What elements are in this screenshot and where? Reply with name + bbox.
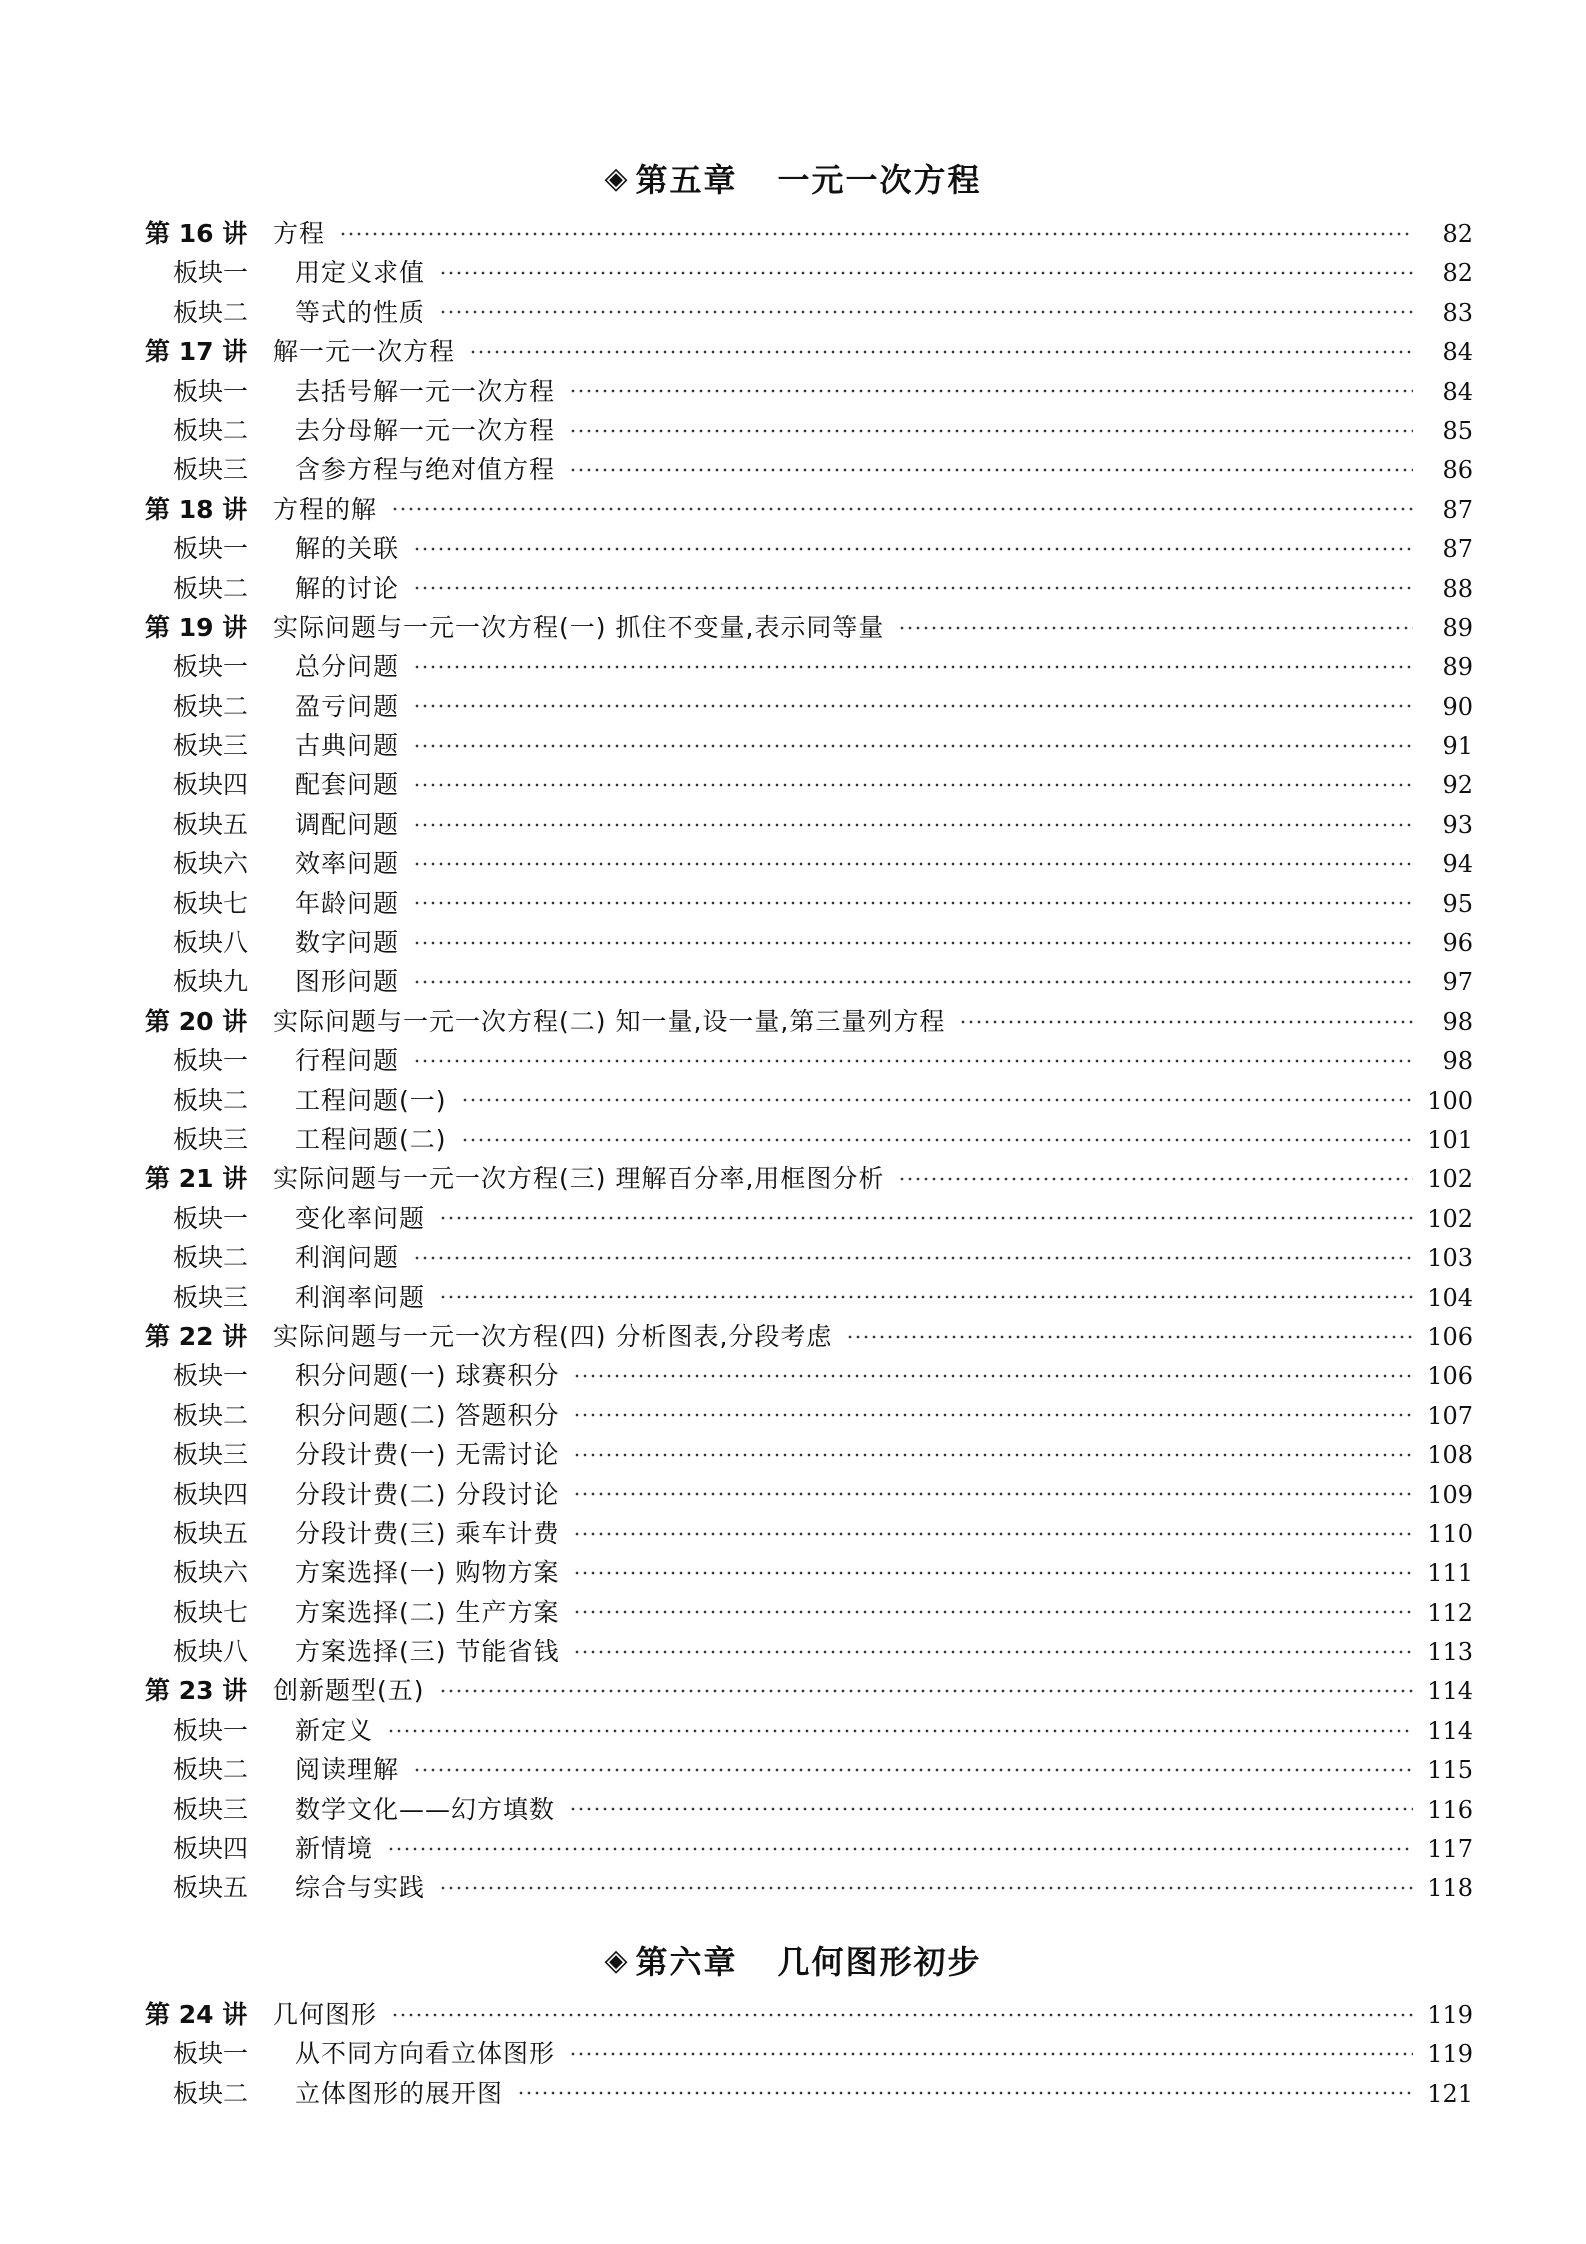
entry-label: 板块二: [173, 415, 249, 445]
dot-leader: [439, 1216, 1413, 1220]
dot-leader: [439, 310, 1413, 314]
page-number: 116: [1427, 1795, 1473, 1824]
entry-label: 板块四: [173, 1479, 249, 1509]
dot-leader: [573, 1610, 1413, 1614]
entry-label: 第 24 讲: [145, 2000, 248, 2029]
entry-label: 板块一: [173, 652, 249, 682]
page-number: 84: [1442, 338, 1473, 367]
toc-section-entry: [145, 1632, 1473, 1671]
page-number: 89: [1442, 613, 1473, 642]
toc-section-entry: [145, 293, 1473, 332]
entry-title: 分段计费(一) 无需讨论: [295, 1440, 560, 1470]
dot-leader: [573, 1532, 1413, 1536]
page-number: 97: [1442, 968, 1473, 997]
dot-leader: [413, 704, 1413, 708]
entry-label: 第 16 讲: [145, 219, 248, 248]
toc-lecture-entry: [145, 1317, 1473, 1356]
toc-section-entry: [145, 1238, 1473, 1277]
dot-leader: [461, 1098, 1413, 1102]
page-number: 89: [1442, 653, 1473, 682]
entry-label: 板块三: [173, 1124, 249, 1154]
dot-leader: [569, 1807, 1413, 1811]
toc-section-entry: [145, 962, 1473, 1001]
toc-section-entry: [145, 253, 1473, 292]
entry-label: 第 22 讲: [145, 1321, 248, 1351]
toc-section-entry: [145, 2034, 1473, 2073]
entry-label: 板块三: [173, 1282, 249, 1312]
page-number: 117: [1427, 1835, 1473, 1864]
entry-label: 第 20 讲: [145, 1006, 248, 1036]
chapter-number: 第六章: [635, 1943, 738, 1981]
dot-leader: [469, 350, 1413, 354]
toc-section-entry: [145, 1790, 1473, 1829]
dot-leader: [439, 271, 1413, 275]
page-number: 82: [1442, 259, 1473, 288]
entry-title: 实际问题与一元一次方程(二) 知一量,设一量,第三量列方程: [273, 1006, 946, 1036]
page-number: 85: [1442, 416, 1473, 445]
dot-leader: [569, 468, 1413, 472]
toc-section-entry: [145, 1199, 1473, 1238]
entry-label: 板块三: [173, 1794, 249, 1824]
dot-leader: [339, 232, 1413, 236]
toc-lecture-entry: [145, 1002, 1473, 1041]
chapter-heading: [0, 148, 1586, 208]
page-number: 92: [1442, 771, 1473, 800]
page-number: 111: [1427, 1559, 1473, 1588]
entry-title: 去分母解一元一次方程: [295, 415, 556, 445]
toc-section-entry: [145, 1041, 1473, 1080]
toc-section-entry: [145, 884, 1473, 923]
diamond-ornament-icon: ◈: [604, 160, 630, 196]
entry-label: 板块六: [173, 849, 249, 879]
page-number: 109: [1427, 1480, 1473, 1509]
entry-title: 积分问题(一) 球赛积分: [295, 1361, 560, 1391]
entry-title: 变化率问题: [295, 1203, 426, 1233]
dot-leader: [413, 1768, 1413, 1772]
toc-section-entry: [145, 923, 1473, 962]
toc-section-entry: [145, 1750, 1473, 1789]
entry-title: 去括号解一元一次方程: [295, 376, 556, 406]
entry-title: 利润率问题: [295, 1282, 426, 1312]
toc-section-entry: [145, 1435, 1473, 1474]
dot-leader: [573, 1374, 1413, 1378]
entry-title: 综合与实践: [295, 1873, 426, 1903]
page-number: 119: [1427, 2040, 1473, 2069]
toc-section-entry: [145, 1396, 1473, 1435]
page-number: 112: [1427, 1598, 1473, 1627]
dot-leader: [439, 1689, 1413, 1693]
dot-leader: [391, 2013, 1413, 2017]
toc-lecture-entry: [145, 214, 1473, 253]
entry-title: 实际问题与一元一次方程(三) 理解百分率,用框图分析: [273, 1164, 885, 1194]
entry-title: 用定义求值: [295, 258, 426, 288]
dot-leader: [439, 1886, 1413, 1890]
toc-section-entry: [145, 687, 1473, 726]
page-number: 95: [1442, 889, 1473, 918]
dot-leader: [413, 823, 1413, 827]
page-number: 102: [1427, 1165, 1473, 1194]
page-number: 114: [1427, 1677, 1473, 1706]
toc-section-entry: [145, 805, 1473, 844]
page-number: 83: [1442, 298, 1473, 327]
entry-title: 图形问题: [295, 967, 400, 997]
dot-leader: [846, 1335, 1413, 1339]
entry-title: 等式的性质: [295, 297, 426, 327]
entry-label: 第 19 讲: [145, 612, 248, 642]
entry-title: 数字问题: [295, 928, 400, 958]
entry-label: 板块八: [173, 928, 249, 958]
toc-section-entry: [145, 1475, 1473, 1514]
toc-lecture-entry: [145, 1159, 1473, 1198]
entry-title: 调配问题: [295, 809, 400, 839]
toc-section-entry: [145, 1553, 1473, 1592]
entry-label: 板块二: [173, 1243, 249, 1273]
dot-leader: [413, 1256, 1413, 1260]
toc-section-entry: [145, 1711, 1473, 1750]
page-number: 103: [1427, 1244, 1473, 1273]
entry-label: 板块七: [173, 1597, 249, 1627]
entry-title: 实际问题与一元一次方程(四) 分析图表,分段考虑: [273, 1321, 833, 1351]
page-number: 100: [1427, 1086, 1473, 1115]
page-number: 110: [1427, 1519, 1473, 1548]
page-number: 98: [1442, 1007, 1473, 1036]
entry-title: 分段计费(二) 分段讨论: [295, 1479, 560, 1509]
entry-label: 板块二: [173, 1400, 249, 1430]
entry-label: 板块五: [173, 1873, 249, 1903]
entry-title: 效率问题: [295, 849, 400, 879]
dot-leader: [439, 1295, 1413, 1299]
dot-leader: [517, 2091, 1413, 2095]
entry-title: 配套问题: [295, 770, 400, 800]
entry-title: 新情境: [295, 1834, 374, 1864]
entry-title: 数学文化——幻方填数: [295, 1794, 556, 1824]
entry-label: 板块一: [173, 258, 249, 288]
chapter-title: 一元一次方程: [777, 161, 982, 199]
dot-leader: [569, 429, 1413, 433]
page-number: 88: [1442, 574, 1473, 603]
entry-label: 板块二: [173, 2078, 249, 2108]
diamond-ornament-icon: ◈: [604, 1942, 630, 1978]
toc-section-entry: [145, 1081, 1473, 1120]
page-number: 98: [1442, 1047, 1473, 1076]
toc-lecture-entry: [145, 608, 1473, 647]
entry-title: 古典问题: [295, 731, 400, 761]
toc-lecture-entry: [145, 1671, 1473, 1710]
entry-label: 板块三: [173, 455, 249, 485]
entry-title: 新定义: [295, 1715, 374, 1745]
dot-leader: [898, 1177, 1413, 1181]
page-number: 87: [1442, 495, 1473, 524]
chapter-heading: [0, 1930, 1586, 1990]
entry-label: 板块五: [173, 1518, 249, 1548]
dot-leader: [898, 626, 1413, 630]
entry-title: 方案选择(一) 购物方案: [295, 1558, 560, 1588]
chapter-title: 几何图形初步: [777, 1943, 982, 1981]
entry-title: 解一元一次方程: [273, 337, 456, 367]
entry-label: 板块二: [173, 691, 249, 721]
page-number: 93: [1442, 810, 1473, 839]
entry-title: 方程的解: [273, 494, 378, 524]
entry-label: 板块一: [173, 2039, 249, 2069]
page-number: 119: [1427, 2001, 1473, 2029]
toc-section-entry: [145, 726, 1473, 765]
entry-label: 板块四: [173, 1834, 249, 1864]
entry-title: 工程问题(二): [295, 1124, 447, 1154]
entry-title: 含参方程与绝对值方程: [295, 455, 556, 485]
page-number: 94: [1442, 850, 1473, 879]
entry-label: 板块一: [173, 1203, 249, 1233]
page-number: 82: [1442, 220, 1473, 248]
chapter-number: 第五章: [635, 161, 738, 199]
page-number: 106: [1427, 1362, 1473, 1391]
entry-label: 第 21 讲: [145, 1164, 248, 1194]
entry-label: 板块二: [173, 297, 249, 327]
toc-section-entry: [145, 1514, 1473, 1553]
dot-leader: [413, 586, 1413, 590]
page-number: 90: [1442, 692, 1473, 721]
toc-section-entry: [145, 1356, 1473, 1395]
entry-label: 板块一: [173, 1361, 249, 1391]
dot-leader: [387, 1847, 1413, 1851]
entry-title: 立体图形的展开图: [295, 2078, 504, 2108]
dot-leader: [569, 2052, 1413, 2056]
entry-label: 板块一: [173, 1715, 249, 1745]
dot-leader: [573, 1413, 1413, 1417]
entry-label: 板块二: [173, 573, 249, 603]
page-number: 114: [1427, 1716, 1473, 1745]
dot-leader: [959, 1020, 1413, 1024]
toc-section-entry: [145, 647, 1473, 686]
page-number: 86: [1442, 456, 1473, 485]
page-number: 108: [1427, 1441, 1473, 1470]
entry-title: 实际问题与一元一次方程(一) 抓住不变量,表示同等量: [273, 612, 885, 642]
entry-title: 总分问题: [295, 652, 400, 682]
toc-section-entry: [145, 1829, 1473, 1868]
entry-title: 利润问题: [295, 1243, 400, 1273]
entry-label: 板块一: [173, 1046, 249, 1076]
entry-title: 解的讨论: [295, 573, 400, 603]
entry-label: 板块一: [173, 376, 249, 406]
entry-title: 解的关联: [295, 534, 400, 564]
entry-label: 板块六: [173, 1558, 249, 1588]
dot-leader: [573, 1453, 1413, 1457]
dot-leader: [569, 389, 1413, 393]
dot-leader: [387, 1729, 1413, 1733]
entry-label: 板块九: [173, 967, 249, 997]
dot-leader: [413, 665, 1413, 669]
entry-label: 第 18 讲: [145, 494, 248, 524]
toc-section-entry: [145, 765, 1473, 804]
dot-leader: [573, 1571, 1413, 1575]
dot-leader: [413, 901, 1413, 905]
toc-section-entry: [145, 2074, 1473, 2113]
toc-section-entry: [145, 529, 1473, 568]
dot-leader: [413, 744, 1413, 748]
dot-leader: [413, 862, 1413, 866]
entry-title: 积分问题(二) 答题积分: [295, 1400, 560, 1430]
toc-section-entry: [145, 1120, 1473, 1159]
dot-leader: [573, 1492, 1413, 1496]
dot-leader: [413, 783, 1413, 787]
dot-leader: [413, 980, 1413, 984]
dot-leader: [413, 1059, 1413, 1063]
entry-label: 板块七: [173, 888, 249, 918]
page-number: 107: [1427, 1401, 1473, 1430]
toc-list: [145, 214, 1473, 1908]
page-number: 102: [1427, 1204, 1473, 1233]
entry-label: 第 17 讲: [145, 337, 248, 367]
dot-leader: [461, 1138, 1413, 1142]
page-number: 101: [1427, 1125, 1473, 1154]
toc-section-entry: [145, 372, 1473, 411]
toc-lecture-entry: [145, 1995, 1473, 2034]
page-number: 87: [1442, 535, 1473, 564]
entry-label: 板块四: [173, 770, 249, 800]
toc-section-entry: [145, 1278, 1473, 1317]
toc-section-entry: [145, 411, 1473, 450]
entry-title: 年龄问题: [295, 888, 400, 918]
entry-title: 阅读理解: [295, 1755, 400, 1785]
entry-title: 行程问题: [295, 1046, 400, 1076]
page-number: 121: [1427, 2079, 1473, 2108]
dot-leader: [573, 1650, 1413, 1654]
page-number: 96: [1442, 929, 1473, 958]
page-number: 104: [1427, 1283, 1473, 1312]
entry-title: 从不同方向看立体图形: [295, 2039, 556, 2069]
toc-list: [145, 1995, 1473, 2113]
toc-section-entry: [145, 844, 1473, 883]
entry-label: 板块二: [173, 1755, 249, 1785]
page-number: 113: [1427, 1638, 1473, 1667]
toc-section-entry: [145, 1868, 1473, 1907]
entry-title: 方案选择(二) 生产方案: [295, 1597, 560, 1627]
page-number: 84: [1442, 377, 1473, 406]
page-number: 115: [1427, 1756, 1473, 1785]
entry-title: 方程: [273, 219, 326, 248]
toc-lecture-entry: [145, 332, 1473, 371]
toc-section-entry: [145, 1593, 1473, 1632]
entry-label: 板块一: [173, 534, 249, 564]
page-number: 118: [1427, 1874, 1473, 1903]
entry-title: 盈亏问题: [295, 691, 400, 721]
entry-label: 板块二: [173, 1085, 249, 1115]
dot-leader: [413, 941, 1413, 945]
dot-leader: [413, 547, 1413, 551]
toc-section-entry: [145, 569, 1473, 608]
entry-label: 第 23 讲: [145, 1676, 248, 1706]
toc-lecture-entry: [145, 490, 1473, 529]
entry-label: 板块三: [173, 731, 249, 761]
toc-section-entry: [145, 450, 1473, 489]
entry-label: 板块三: [173, 1440, 249, 1470]
entry-title: 方案选择(三) 节能省钱: [295, 1637, 560, 1667]
entry-title: 分段计费(三) 乘车计费: [295, 1518, 560, 1548]
entry-label: 板块八: [173, 1637, 249, 1667]
page-number: 91: [1442, 732, 1473, 761]
entry-label: 板块五: [173, 809, 249, 839]
dot-leader: [391, 507, 1413, 511]
entry-title: 几何图形: [273, 2000, 378, 2029]
page-number: 106: [1427, 1322, 1473, 1351]
entry-title: 工程问题(一): [295, 1085, 447, 1115]
entry-title: 创新题型(五): [273, 1676, 425, 1706]
